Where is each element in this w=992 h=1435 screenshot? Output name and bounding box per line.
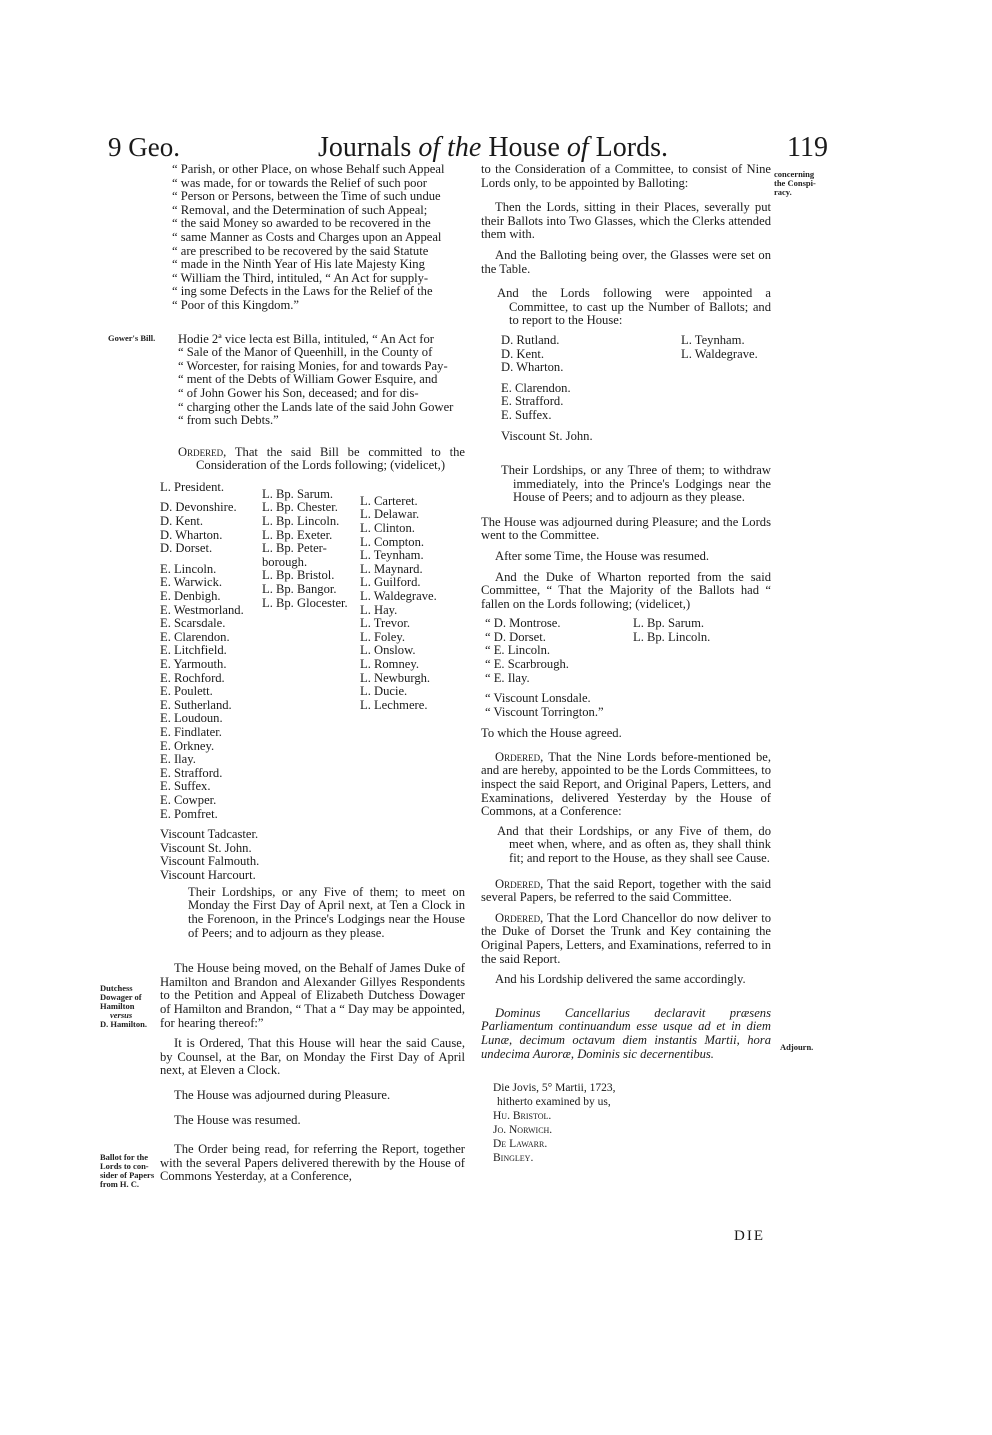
- ordered-word: Ordered,: [495, 876, 544, 891]
- adjourned-committee: The House was adjourned during Pleasure; and the Lords went to the Committee.: [481, 514, 771, 543]
- list-item: Viscount Tadcaster.: [160, 827, 259, 842]
- list-item: E. Strafford.: [501, 394, 564, 409]
- title-part: Lords.: [588, 132, 668, 163]
- ordered-word: Ordered,: [495, 910, 544, 925]
- list-item: L. Teynham.: [681, 332, 745, 347]
- list-item: D. Rutland.: [501, 332, 560, 347]
- margin-note-conspiracy: [774, 170, 816, 197]
- title-part: Journals: [318, 132, 419, 163]
- list-item: L. Bp. Peter-: [262, 541, 327, 556]
- list-item: E. Ilay.: [160, 752, 196, 767]
- list-item: E. Rochford.: [160, 670, 225, 685]
- lordships-meet: Their Lordships, or any Five of them; to meet on Monday the First Day of April next, at Ten a Clock in the Forenoon, in the Prince's Lodgings near the House of Peers; and to adjourn as they please.: [188, 884, 465, 940]
- list-item: E. Westmorland.: [160, 602, 244, 617]
- house-agreed: To which the House agreed.: [481, 726, 622, 741]
- list-item: E. Scarsdale.: [160, 616, 226, 631]
- list-item: E. Suffex.: [160, 779, 211, 794]
- gower-bill-paragraph: [178, 333, 465, 428]
- page-number: 119: [787, 132, 828, 163]
- list-item: D. Wharton.: [160, 527, 223, 542]
- margin-note-ballot: [100, 1153, 154, 1189]
- sig-line: Hu. Bristol.: [493, 1110, 552, 1123]
- ordered-word: Ordered,: [495, 749, 544, 764]
- list-item: E. Cowper.: [160, 792, 217, 807]
- text: That the said Bill be committed to the Consideration of the Lords following; (videlicet,): [196, 444, 465, 473]
- note-line: racy.: [774, 187, 792, 197]
- list-item: L. Bp. Bangor.: [262, 582, 337, 597]
- wharton-report: And the Duke of Wharton reported from the said Committee, “ That the Majority of the Ballots had “ fallen on the Lords following; (videlicet,): [481, 569, 771, 611]
- text-line: “ the said Money so awarded to be recovered in the: [172, 216, 431, 231]
- note-line: from H. C.: [100, 1179, 140, 1189]
- journal-title: [318, 132, 668, 164]
- list-item: L. Maynard.: [360, 561, 423, 576]
- list-item: D. Devonshire.: [160, 500, 237, 515]
- text-line: “ same Manner as Costs and Charges upon an Appeal: [172, 229, 442, 244]
- report-referred: [481, 878, 771, 905]
- list-item: D. Kent.: [160, 514, 204, 529]
- note-line: Dutchess: [100, 983, 133, 993]
- list-item: D. Dorset.: [160, 541, 213, 556]
- list-item: L. Guilford.: [360, 575, 421, 590]
- text-line: “ charging other the Lands late of the said John Gower: [178, 399, 454, 414]
- list-item: L. Bp. Sarum.: [633, 616, 705, 631]
- text-line: “ made in the Ninth Year of His late Majesty King: [172, 257, 425, 272]
- text: That the Nine Lords before-mentioned be, and are hereby, appointed to be the Lords Committees, to inspect the said Report, and Original Papers, Letters, and Examinations, delivered Yesterday by the House of Commons, at a Conference:: [481, 749, 772, 819]
- list-item: “ Viscount Lonsdale.: [485, 691, 591, 706]
- sig-line: Jo. Norwich.: [493, 1124, 553, 1137]
- text-line: “ Parish, or other Place, on whose Behalf such Appeal: [172, 162, 445, 176]
- note-line: the Conspi-: [774, 178, 816, 188]
- list-item: L. Bp. Exeter.: [262, 527, 333, 542]
- list-item: “ Viscount Torrington.”: [485, 704, 604, 719]
- text-line: “ ment of the Debts of William Gower Esquire, and: [178, 372, 438, 387]
- text-line: “ are prescribed to be recovered by the said Statute: [172, 243, 429, 258]
- note-line: sider of Papers: [100, 1170, 155, 1180]
- list-item: Viscount Falmouth.: [160, 854, 260, 869]
- list-item: D. Kent.: [501, 346, 545, 361]
- five-meet: And that their Lordships, or any Five of them, do meet when, where, and as often as, they shall think fit; and report to the House, as they shall see Cause.: [497, 823, 771, 866]
- list-item: Viscount St. John.: [501, 428, 593, 443]
- ballot-order: The Order being read, for referring the Report, together with the several Papers delivered therewith by the House of Commons Yesterday, at a Conference,: [160, 1142, 465, 1184]
- list-item: L. Waldegrave.: [681, 346, 758, 361]
- note-line: Dowager of: [100, 992, 142, 1002]
- committee-list: [501, 334, 771, 458]
- note-line: Hamilton: [100, 1001, 135, 1011]
- nine-lords-ordered: [481, 751, 771, 819]
- ordered-committed: [178, 446, 465, 473]
- text-line: “ William the Third, intituled, “ An Act for supply-: [172, 270, 429, 285]
- margin-note-adjourn: Adjourn.: [780, 1042, 814, 1052]
- ordered-word: Ordered,: [178, 444, 227, 459]
- list-item: E. Orkney.: [160, 738, 215, 753]
- text-line: “ Removal, and the Determination of such Appeal;: [172, 202, 428, 217]
- list-item: E. Yarmouth.: [160, 657, 227, 671]
- list-item: L. Hay.: [360, 602, 398, 617]
- note-line: Lords to con-: [100, 1161, 149, 1171]
- quote-block: [172, 163, 465, 313]
- ballot-column-1: [485, 617, 604, 719]
- text-line: “ from such Debts.”: [178, 413, 279, 428]
- text-line: “ of John Gower his Son, deceased; and for dis-: [178, 385, 419, 400]
- text-line: “ Poor of this Kingdom.”: [172, 297, 299, 312]
- regnal-year: 9 Geo.: [108, 132, 180, 162]
- note-line: concerning: [774, 169, 815, 179]
- list-item: L. President.: [160, 479, 225, 494]
- list-item: “ E. Lincoln.: [485, 643, 551, 658]
- ballots-glasses: Then the Lords, sitting in their Places, severally put their Ballots into Two Glasses, which the Clerks attended them with.: [481, 200, 771, 242]
- committee-appointed: And the Lords following were appointed a Committee, to cast up the Number of Ballots; and to report to the House:: [497, 286, 771, 328]
- title-part: of: [566, 132, 589, 163]
- catchword: DIE: [734, 1228, 765, 1244]
- latin-adjournment: Dominus Cancellarius declaravit præsens Parliamentum continuandum esse usque ad et in diem Lunæ, decimum octavum diem instantis Martii, hora undecima Auroræ, Dominis sic decernentibus.: [481, 1005, 771, 1061]
- list-item: L. Newburgh.: [360, 670, 431, 685]
- list-item: L. Clinton.: [360, 521, 415, 536]
- list-item: E. Findlater.: [160, 724, 222, 739]
- list-item: L. Trevor.: [360, 616, 411, 631]
- text: That the Lord Chancellor do now deliver to the Duke of Dorset the Trunk and Key containing the Original Papers, Letters, and Examinations, referred to in the said Report.: [481, 910, 772, 966]
- list-item: E. Poulett.: [160, 684, 213, 699]
- list-item: L. Teynham.: [360, 548, 424, 563]
- ballot-majority-list: [485, 617, 771, 723]
- list-item: Viscount St. John.: [160, 840, 252, 855]
- list-item: L. Compton.: [360, 534, 425, 549]
- peers-column-2: [262, 481, 348, 610]
- list-item: L. Bp. Glocester.: [262, 595, 348, 610]
- list-item: L. Bp. Bristol.: [262, 568, 335, 583]
- peers-list: [160, 479, 465, 882]
- list-item: “ D. Dorset.: [485, 629, 546, 644]
- list-item: L. Onslow.: [360, 643, 416, 658]
- list-item: L. Waldegrave.: [360, 589, 437, 604]
- list-item: E. Denbigh.: [160, 589, 221, 604]
- list-item: “ D. Montrose.: [485, 616, 561, 631]
- list-item: E. Suffex.: [501, 407, 552, 422]
- list-item: “ E. Ilay.: [485, 670, 530, 685]
- margin-note-dutchess: [100, 984, 147, 1029]
- balloting-over: And the Balloting being over, the Glasses were set on the Table.: [481, 247, 771, 276]
- list-item: L. Romney.: [360, 657, 419, 671]
- house-adjourned: The House was adjourned during Pleasure.: [174, 1088, 391, 1102]
- list-item: L. Bp. Lincoln.: [633, 629, 711, 644]
- list-item: E. Strafford.: [160, 765, 223, 780]
- text: That the said Report, together with the said several Papers, be referred to the said Committee.: [481, 876, 772, 905]
- list-item: E. Pomfret.: [160, 806, 218, 821]
- list-item: L. Ducie.: [360, 684, 408, 699]
- list-item: E. Clarendon.: [160, 629, 230, 644]
- sig-line: hitherto examined by us,: [497, 1096, 611, 1109]
- list-item: E. Sutherland.: [160, 697, 232, 712]
- committee-column-1: [501, 334, 593, 443]
- list-item: L. Bp. Sarum.: [262, 486, 334, 501]
- list-item: E. Loudoun.: [160, 711, 223, 726]
- text-line: “ Sale of the Manor of Queenhill, in the County of: [178, 345, 433, 360]
- list-item: L. Bp. Chester.: [262, 500, 338, 515]
- hamilton-moved: The House being moved, on the Behalf of James Duke of Hamilton and Brandon and Alexander Gillyes Respondents to the Petition and Appeal of Elizabeth Dutchess Dowager of Hamilton and Brandon, “ That a “ Day may be appointed, for hearing thereof:”: [160, 961, 465, 1030]
- house-resumed: The House was resumed.: [174, 1112, 301, 1127]
- text-line: “ ing some Defects in the Laws for the Relief of the: [172, 284, 433, 299]
- delivered-accordingly: And his Lordship delivered the same accordingly.: [495, 972, 746, 987]
- list-item: L. Bp. Lincoln.: [262, 514, 340, 529]
- peers-column-3: [360, 495, 437, 713]
- ballot-column-2: [633, 617, 710, 644]
- title-part: of the: [418, 132, 482, 163]
- sig-line: Die Jovis, 5° Martii, 1723,: [493, 1082, 616, 1095]
- list-item: E. Litchfield.: [160, 643, 227, 658]
- right-column: [481, 163, 771, 1165]
- text-line: Hodie 2ª vice lecta est Billa, intituled, “ An Act for: [178, 331, 434, 346]
- sig-line: De Lawarr.: [493, 1138, 548, 1151]
- committee-column-2: [681, 334, 758, 361]
- committee-continuation: to the Consideration of a Committee, to consist of Nine Lords only, to be appointed by Balloting:: [481, 162, 771, 190]
- list-item: L. Lechmere.: [360, 697, 428, 712]
- note-line: Ballot for the: [100, 1152, 149, 1162]
- title-part: House: [481, 132, 567, 163]
- list-item: L. Foley.: [360, 629, 406, 644]
- note-line: versus: [110, 1010, 133, 1020]
- list-item: E. Clarendon.: [501, 380, 571, 395]
- hamilton-ordered: It is Ordered, That this House will hear the said Cause, by Counsel, at the Bar, on Monday the First Day of April next, at Eleven a Clock.: [160, 1036, 465, 1078]
- peers-column-1: [160, 481, 259, 883]
- list-item: Viscount Harcourt.: [160, 867, 256, 882]
- text-line: “ Worcester, for raising Monies, for and towards Pay-: [178, 358, 448, 373]
- list-item: L. Carteret.: [360, 493, 418, 508]
- note-line: D. Hamilton.: [100, 1019, 147, 1029]
- list-item: E. Lincoln.: [160, 561, 217, 576]
- examination-signature: [493, 1081, 771, 1165]
- left-column: [160, 163, 465, 1184]
- margin-note-gower: Gower's Bill.: [108, 333, 156, 343]
- text-line: “ was made, for or towards the Relief of such poor: [172, 175, 427, 190]
- list-item: D. Wharton.: [501, 360, 564, 375]
- list-item: L. Delawar.: [360, 507, 420, 522]
- sig-line: Bingley.: [493, 1152, 534, 1165]
- text-line: “ Person or Persons, between the Time of such undue: [172, 189, 441, 204]
- chancellor-ordered: [481, 912, 771, 966]
- withdraw-instruction: Their Lordships, or any Three of them; to withdraw immediately, into the Prince's Lodgings near the House of Peers; and to adjourn as they please.: [501, 462, 771, 505]
- list-item: E. Warwick.: [160, 575, 223, 590]
- list-item: “ E. Scarbrough.: [485, 657, 569, 672]
- list-item: borough.: [262, 554, 308, 569]
- after-some-time: After some Time, the House was resumed.: [495, 548, 710, 563]
